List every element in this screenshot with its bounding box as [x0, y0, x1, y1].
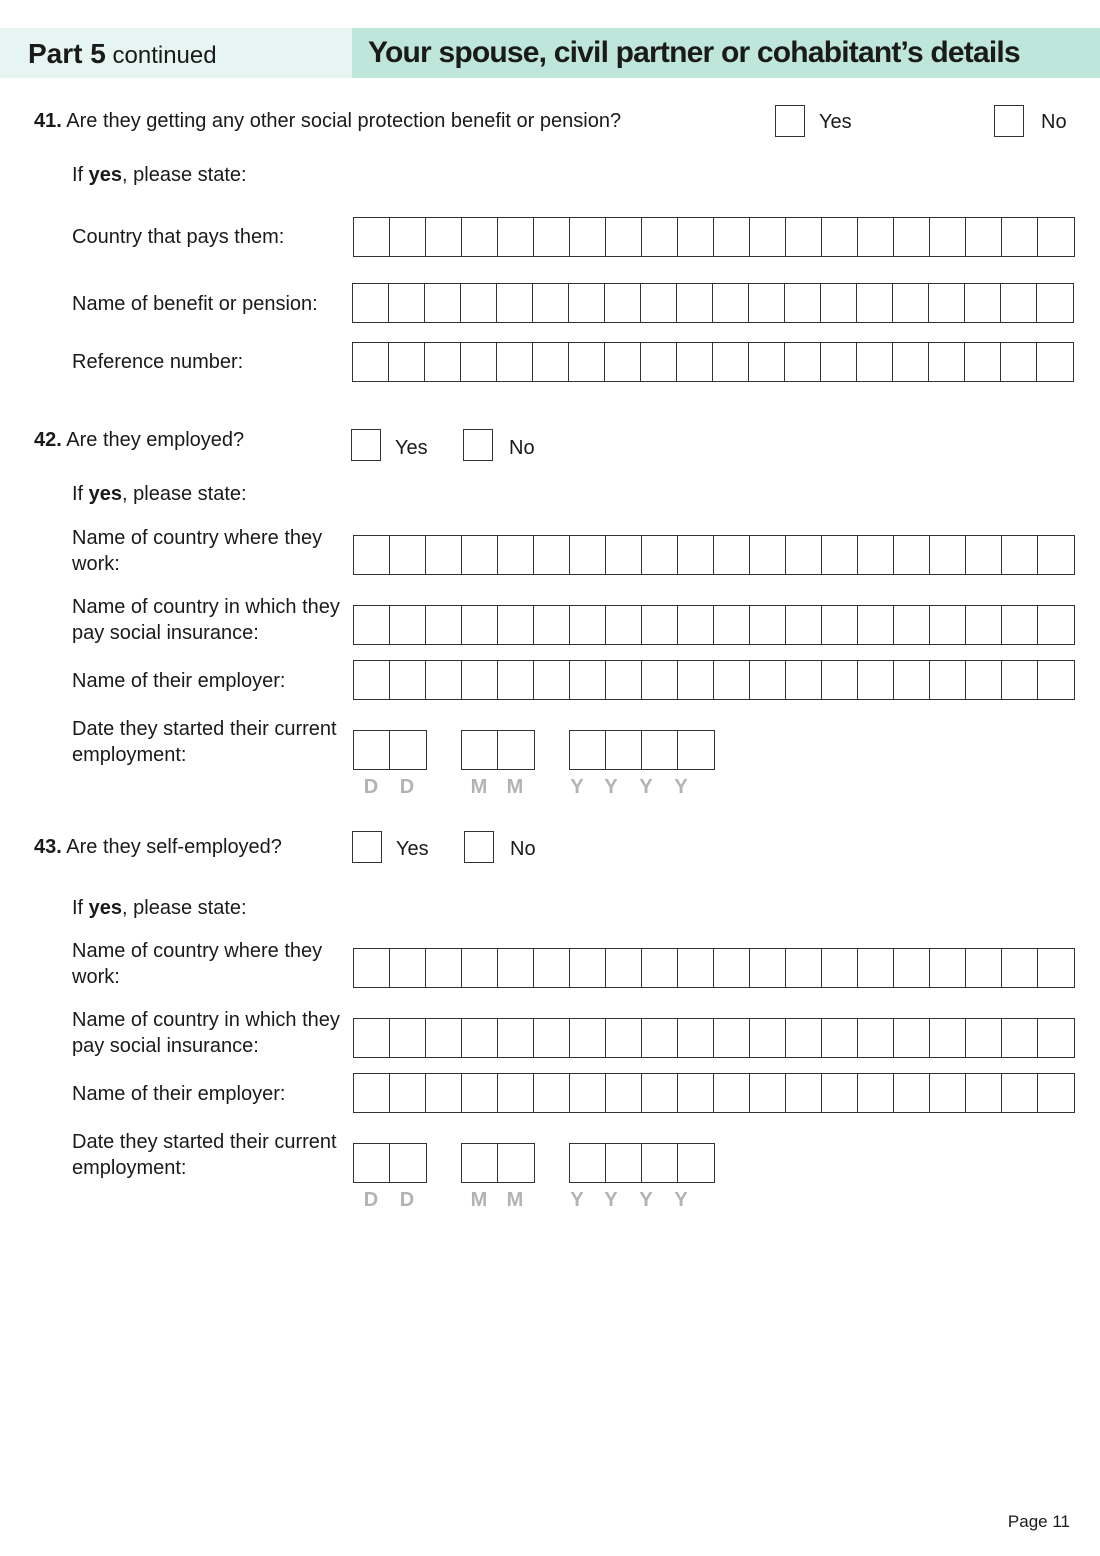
q43-question: 43. Are they self-employed?: [34, 836, 282, 858]
character-cell[interactable]: [498, 661, 534, 699]
character-cell[interactable]: [642, 1019, 678, 1057]
q42-start-date-label: Date they started their current employment:: [72, 718, 337, 766]
character-cell[interactable]: [462, 536, 498, 574]
character-cell[interactable]: [930, 1019, 966, 1057]
character-cell[interactable]: [426, 661, 462, 699]
character-cell[interactable]: [1038, 1019, 1074, 1057]
character-cell[interactable]: [642, 949, 678, 987]
character-cell[interactable]: [569, 343, 605, 381]
character-cell[interactable]: [534, 536, 570, 574]
q42-employer-input[interactable]: [353, 660, 1075, 700]
character-cell[interactable]: [462, 661, 498, 699]
character-cell[interactable]: [606, 661, 642, 699]
character-cell[interactable]: [966, 606, 1002, 644]
q41-question: 41. Are they getting any other social protection benefit or pension?: [34, 110, 622, 132]
character-cell[interactable]: [930, 949, 966, 987]
q42-yes-checkbox[interactable]: [351, 429, 381, 461]
character-cell[interactable]: [534, 1074, 570, 1112]
character-cell[interactable]: [390, 218, 426, 256]
q43-employer-input[interactable]: [353, 1073, 1075, 1113]
character-cell[interactable]: [786, 1019, 822, 1057]
q42-month-hint: M: [470, 776, 488, 798]
character-cell[interactable]: [1001, 284, 1037, 322]
character-cell[interactable]: [570, 731, 606, 769]
character-cell[interactable]: [569, 284, 605, 322]
character-cell[interactable]: [822, 661, 858, 699]
q43-no-label: No: [510, 838, 536, 860]
character-cell[interactable]: [642, 536, 678, 574]
q43-day-hint: D: [363, 1189, 379, 1211]
character-cell[interactable]: [822, 1074, 858, 1112]
character-cell[interactable]: [606, 949, 642, 987]
character-cell[interactable]: [534, 606, 570, 644]
character-cell[interactable]: [498, 731, 534, 769]
character-cell[interactable]: [497, 343, 533, 381]
character-cell[interactable]: [678, 218, 714, 256]
character-cell[interactable]: [966, 1019, 1002, 1057]
character-cell[interactable]: [894, 218, 930, 256]
q42-no-checkbox[interactable]: [463, 429, 493, 461]
page-number: Page 11: [1007, 1512, 1070, 1531]
character-cell[interactable]: [642, 218, 678, 256]
q42-day-input[interactable]: [353, 730, 427, 770]
q43-year-hint: Y: [639, 1189, 653, 1211]
character-cell[interactable]: [425, 343, 461, 381]
character-cell[interactable]: [714, 949, 750, 987]
character-cell[interactable]: [678, 949, 714, 987]
q43-year-hint: Y: [570, 1189, 584, 1211]
character-cell[interactable]: [354, 731, 390, 769]
character-cell[interactable]: [390, 1019, 426, 1057]
character-cell[interactable]: [642, 1074, 678, 1112]
character-cell[interactable]: [570, 536, 606, 574]
character-cell[interactable]: [821, 284, 857, 322]
character-cell[interactable]: [894, 1019, 930, 1057]
character-cell[interactable]: [858, 606, 894, 644]
q42-year-hint: Y: [674, 776, 688, 798]
q42-month-hint: M: [506, 776, 524, 798]
q43-no-checkbox[interactable]: [464, 831, 494, 863]
q43-work-country-input[interactable]: [353, 948, 1075, 988]
character-cell[interactable]: [714, 536, 750, 574]
q42-yes-label: Yes: [395, 437, 428, 459]
character-cell[interactable]: [606, 1074, 642, 1112]
q43-yes-label: Yes: [396, 838, 429, 860]
character-cell[interactable]: [929, 343, 965, 381]
character-cell[interactable]: [462, 1074, 498, 1112]
q43-start-date-label: Date they started their current employment:: [72, 1131, 337, 1179]
character-cell[interactable]: [354, 218, 390, 256]
character-cell[interactable]: [821, 343, 857, 381]
character-cell[interactable]: [750, 218, 786, 256]
character-cell[interactable]: [606, 1144, 642, 1182]
character-cell[interactable]: [894, 606, 930, 644]
character-cell[interactable]: [1002, 1019, 1038, 1057]
character-cell[interactable]: [966, 949, 1002, 987]
character-cell[interactable]: [1038, 661, 1074, 699]
q42-insurance-country-input[interactable]: [353, 605, 1075, 645]
q43-if-yes-label: If yes, please state:: [72, 897, 247, 919]
character-cell[interactable]: [605, 343, 641, 381]
character-cell[interactable]: [1001, 343, 1037, 381]
character-cell[interactable]: [354, 1019, 390, 1057]
character-cell[interactable]: [858, 661, 894, 699]
character-cell[interactable]: [894, 949, 930, 987]
character-cell[interactable]: [894, 1074, 930, 1112]
q41-yes-checkbox[interactable]: [775, 105, 805, 137]
character-cell[interactable]: [570, 606, 606, 644]
q42-year-input[interactable]: [569, 730, 715, 770]
character-cell[interactable]: [461, 284, 497, 322]
character-cell[interactable]: [354, 606, 390, 644]
character-cell[interactable]: [786, 949, 822, 987]
character-cell[interactable]: [462, 731, 498, 769]
character-cell[interactable]: [786, 606, 822, 644]
character-cell[interactable]: [534, 1019, 570, 1057]
character-cell[interactable]: [750, 1019, 786, 1057]
q43-day-hint: D: [399, 1189, 415, 1211]
character-cell[interactable]: [426, 949, 462, 987]
character-cell[interactable]: [785, 284, 821, 322]
character-cell[interactable]: [534, 949, 570, 987]
q43-year-input[interactable]: [569, 1143, 715, 1183]
character-cell[interactable]: [930, 536, 966, 574]
character-cell[interactable]: [750, 949, 786, 987]
character-cell[interactable]: [533, 284, 569, 322]
character-cell[interactable]: [426, 1074, 462, 1112]
character-cell[interactable]: [822, 536, 858, 574]
character-cell[interactable]: [858, 949, 894, 987]
character-cell[interactable]: [425, 284, 461, 322]
q41-if-yes-label: If yes, please state:: [72, 164, 247, 186]
character-cell[interactable]: [713, 343, 749, 381]
character-cell[interactable]: [570, 1144, 606, 1182]
character-cell[interactable]: [678, 1144, 714, 1182]
q43-day-input[interactable]: [353, 1143, 427, 1183]
character-cell[interactable]: [534, 661, 570, 699]
character-cell[interactable]: [894, 661, 930, 699]
q42-year-hint: Y: [639, 776, 653, 798]
character-cell[interactable]: [714, 606, 750, 644]
character-cell[interactable]: [930, 1074, 966, 1112]
character-cell[interactable]: [965, 343, 1001, 381]
character-cell[interactable]: [786, 536, 822, 574]
character-cell[interactable]: [858, 536, 894, 574]
character-cell[interactable]: [498, 218, 534, 256]
character-cell[interactable]: [822, 606, 858, 644]
character-cell[interactable]: [1002, 949, 1038, 987]
character-cell[interactable]: [750, 1074, 786, 1112]
character-cell[interactable]: [858, 218, 894, 256]
q43-insurance-country-input[interactable]: [353, 1018, 1075, 1058]
character-cell[interactable]: [606, 731, 642, 769]
character-cell[interactable]: [462, 1019, 498, 1057]
q43-yes-checkbox[interactable]: [352, 831, 382, 863]
character-cell[interactable]: [1038, 536, 1074, 574]
q43-month-hint: M: [470, 1189, 488, 1211]
character-cell[interactable]: [462, 949, 498, 987]
q41-benefit-name-input[interactable]: [352, 283, 1074, 323]
character-cell[interactable]: [353, 284, 389, 322]
q41-reference-label: Reference number:: [72, 351, 244, 373]
character-cell[interactable]: [354, 949, 390, 987]
q41-country-label: Country that pays them:: [72, 226, 285, 248]
character-cell[interactable]: [390, 949, 426, 987]
character-cell[interactable]: [785, 343, 821, 381]
character-cell[interactable]: [534, 218, 570, 256]
character-cell[interactable]: [857, 343, 893, 381]
character-cell[interactable]: [498, 1074, 534, 1112]
q42-no-label: No: [509, 437, 535, 459]
character-cell[interactable]: [462, 1144, 498, 1182]
character-cell[interactable]: [1038, 606, 1074, 644]
character-cell[interactable]: [929, 284, 965, 322]
character-cell[interactable]: [389, 284, 425, 322]
character-cell[interactable]: [390, 1144, 426, 1182]
section-title: Your spouse, civil partner or cohabitant’s details: [368, 36, 1020, 69]
character-cell[interactable]: [533, 343, 569, 381]
character-cell[interactable]: [570, 1074, 606, 1112]
character-cell[interactable]: [1002, 536, 1038, 574]
character-cell[interactable]: [966, 218, 1002, 256]
q42-year-hint: Y: [604, 776, 618, 798]
character-cell[interactable]: [426, 606, 462, 644]
character-cell[interactable]: [678, 731, 714, 769]
character-cell[interactable]: [786, 1074, 822, 1112]
character-cell[interactable]: [1038, 949, 1074, 987]
character-cell[interactable]: [641, 343, 677, 381]
part-label: Part 5 continued: [28, 38, 217, 69]
q43-work-country-label: Name of country where they work:: [72, 940, 323, 988]
character-cell[interactable]: [1002, 661, 1038, 699]
character-cell[interactable]: [390, 731, 426, 769]
continued-label: continued: [105, 42, 217, 69]
character-cell[interactable]: [714, 1074, 750, 1112]
character-cell[interactable]: [389, 343, 425, 381]
character-cell[interactable]: [390, 606, 426, 644]
character-cell[interactable]: [822, 949, 858, 987]
character-cell[interactable]: [1037, 284, 1073, 322]
character-cell[interactable]: [498, 536, 534, 574]
character-cell[interactable]: [642, 661, 678, 699]
q41-no-checkbox[interactable]: [994, 105, 1024, 137]
character-cell[interactable]: [426, 1019, 462, 1057]
q41-country-input[interactable]: [353, 217, 1075, 257]
character-cell[interactable]: [462, 606, 498, 644]
character-cell[interactable]: [714, 218, 750, 256]
character-cell[interactable]: [390, 1074, 426, 1112]
character-cell[interactable]: [750, 606, 786, 644]
character-cell[interactable]: [714, 1019, 750, 1057]
character-cell[interactable]: [930, 218, 966, 256]
character-cell[interactable]: [966, 661, 1002, 699]
character-cell[interactable]: [1002, 1074, 1038, 1112]
q42-day-hint: D: [399, 776, 415, 798]
q43-insurance-country-label: Name of country in which they pay social insurance:: [72, 1009, 340, 1057]
character-cell[interactable]: [677, 343, 713, 381]
character-cell[interactable]: [678, 536, 714, 574]
character-cell[interactable]: [462, 218, 498, 256]
character-cell[interactable]: [1037, 343, 1073, 381]
q42-question: 42. Are they employed?: [34, 429, 245, 451]
character-cell[interactable]: [930, 661, 966, 699]
q42-if-yes-label: If yes, please state:: [72, 483, 247, 505]
character-cell[interactable]: [354, 1074, 390, 1112]
character-cell[interactable]: [965, 284, 1001, 322]
q41-yes-label: Yes: [819, 111, 852, 133]
q42-day-hint: D: [363, 776, 379, 798]
character-cell[interactable]: [857, 284, 893, 322]
character-cell[interactable]: [786, 661, 822, 699]
character-cell[interactable]: [714, 661, 750, 699]
character-cell[interactable]: [858, 1019, 894, 1057]
q43-month-input[interactable]: [461, 1143, 535, 1183]
character-cell[interactable]: [498, 1144, 534, 1182]
q43-month-hint: M: [506, 1189, 524, 1211]
character-cell[interactable]: [390, 661, 426, 699]
character-cell[interactable]: [606, 1019, 642, 1057]
character-cell[interactable]: [678, 1019, 714, 1057]
character-cell[interactable]: [570, 1019, 606, 1057]
character-cell[interactable]: [641, 284, 677, 322]
character-cell[interactable]: [570, 661, 606, 699]
character-cell[interactable]: [750, 661, 786, 699]
character-cell[interactable]: [353, 343, 389, 381]
character-cell[interactable]: [966, 1074, 1002, 1112]
character-cell[interactable]: [606, 606, 642, 644]
character-cell[interactable]: [1002, 218, 1038, 256]
character-cell[interactable]: [426, 218, 462, 256]
character-cell[interactable]: [749, 284, 785, 322]
q41-no-label: No: [1041, 111, 1067, 133]
character-cell[interactable]: [498, 949, 534, 987]
character-cell[interactable]: [893, 284, 929, 322]
q42-insurance-country-label: Name of country in which they pay social insurance:: [72, 596, 340, 644]
character-cell[interactable]: [642, 731, 678, 769]
character-cell[interactable]: [390, 536, 426, 574]
character-cell[interactable]: [461, 343, 497, 381]
q42-employer-label: Name of their employer:: [72, 670, 286, 692]
character-cell[interactable]: [606, 536, 642, 574]
character-cell[interactable]: [894, 536, 930, 574]
character-cell[interactable]: [498, 1019, 534, 1057]
character-cell[interactable]: [966, 536, 1002, 574]
character-cell[interactable]: [642, 1144, 678, 1182]
q42-year-hint: Y: [570, 776, 584, 798]
character-cell[interactable]: [858, 1074, 894, 1112]
q42-work-country-label: Name of country where they work:: [72, 527, 323, 575]
q42-month-input[interactable]: [461, 730, 535, 770]
character-cell[interactable]: [678, 606, 714, 644]
q41-benefit-name-label: Name of benefit or pension:: [72, 293, 318, 315]
character-cell[interactable]: [750, 536, 786, 574]
character-cell[interactable]: [749, 343, 785, 381]
character-cell[interactable]: [822, 218, 858, 256]
character-cell[interactable]: [498, 606, 534, 644]
character-cell[interactable]: [570, 949, 606, 987]
character-cell[interactable]: [678, 661, 714, 699]
character-cell[interactable]: [426, 536, 462, 574]
character-cell[interactable]: [1038, 1074, 1074, 1112]
q41-reference-input[interactable]: [352, 342, 1074, 382]
character-cell[interactable]: [570, 218, 606, 256]
character-cell[interactable]: [678, 1074, 714, 1112]
character-cell[interactable]: [677, 284, 713, 322]
q43-employer-label: Name of their employer:: [72, 1083, 286, 1105]
character-cell[interactable]: [354, 661, 390, 699]
character-cell[interactable]: [354, 1144, 390, 1182]
character-cell[interactable]: [605, 284, 641, 322]
character-cell[interactable]: [606, 218, 642, 256]
character-cell[interactable]: [642, 606, 678, 644]
q43-year-hint: Y: [674, 1189, 688, 1211]
character-cell[interactable]: [822, 1019, 858, 1057]
character-cell[interactable]: [354, 536, 390, 574]
character-cell[interactable]: [893, 343, 929, 381]
q42-work-country-input[interactable]: [353, 535, 1075, 575]
character-cell[interactable]: [1038, 218, 1074, 256]
character-cell[interactable]: [497, 284, 533, 322]
q43-year-hint: Y: [604, 1189, 618, 1211]
character-cell[interactable]: [786, 218, 822, 256]
character-cell[interactable]: [1002, 606, 1038, 644]
character-cell[interactable]: [930, 606, 966, 644]
character-cell[interactable]: [713, 284, 749, 322]
